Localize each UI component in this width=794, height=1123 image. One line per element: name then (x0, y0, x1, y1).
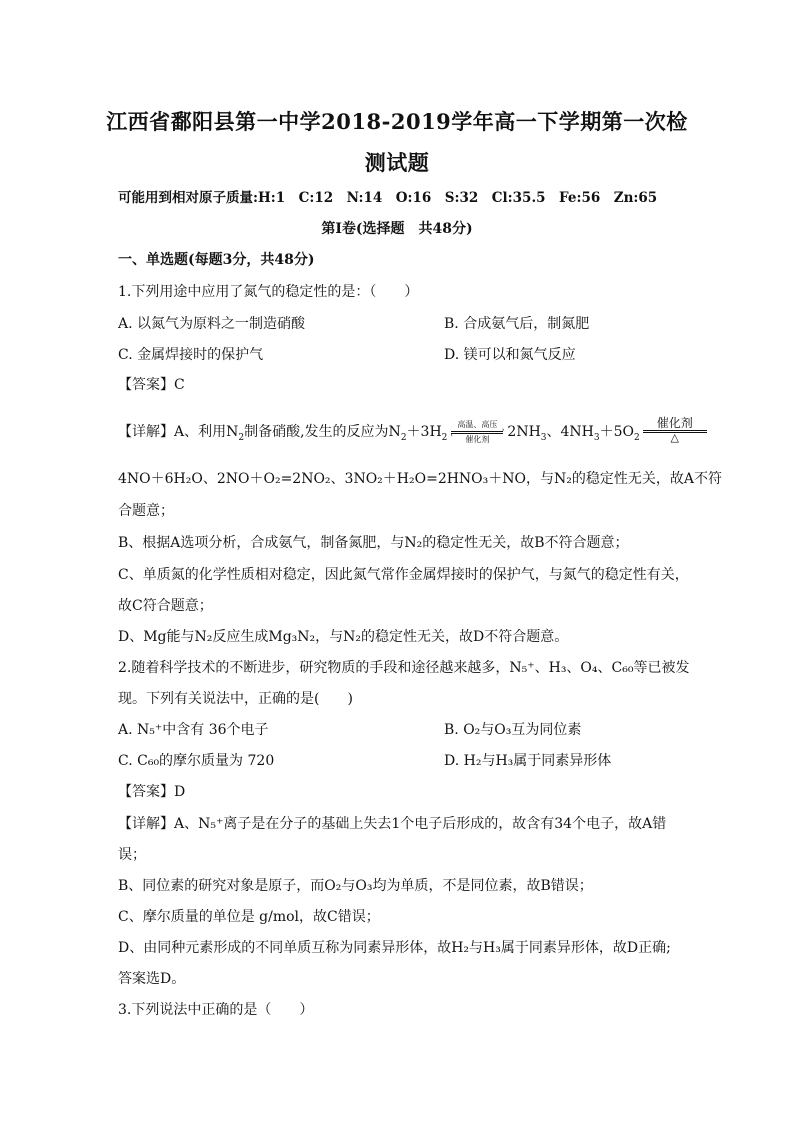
q2-option-d: D. H₂与H₃属于同素异形体 (444, 753, 612, 769)
q2-detail-d-line-2: 答案选D。 (118, 971, 186, 987)
q2-detail-c: C、摩尔质量的单位是 g/mol，故C错误； (118, 909, 380, 925)
q1-answer: 【答案】C (118, 377, 185, 393)
detail-label: 【详解】 (118, 424, 174, 440)
q2-stem-line-2: 现。下列有关说法中，正确的是( ) (118, 691, 353, 707)
q1-option-b: B. 合成氨气后，制氮肥 (444, 316, 590, 332)
q2-answer: 【答案】D (118, 784, 186, 800)
q2-detail-b: B、同位素的研究对象是原子，而O₂与O₃均为单质，不是同位素，故B错误； (118, 878, 593, 894)
q2-detail-a-line-1: 【详解】A、N₅⁺离子是在分子的基础上失去1个电子后形成的，故含有34个电子，故A错 (118, 816, 667, 832)
q2-detail-a-line-2: 误； (118, 847, 146, 863)
page-title-line-1: 江西省鄱阳县第一中学2018-2019学年高一下学期第一次检 (106, 109, 688, 134)
q1-detail-d: D、Mg能与N₂反应生成Mg₃N₂，与N₂的稳定性无关，故D不符合题意。 (118, 629, 569, 645)
q2-option-a: A. N₅⁺中含有 36个电子 (118, 722, 269, 738)
condition-equals-sign: 催化剂 △ (643, 418, 707, 446)
q1-option-a: A. 以氮气为原料之一制造硝酸 (118, 316, 306, 332)
q1-detail-a-line-3: 合题意； (118, 503, 174, 519)
atomic-mass-line: 可能用到相对原子质量:H:1 C:12 N:14 O:16 S:32 Cl:35.5 Fe:56 Zn:65 (118, 190, 658, 206)
q1-detail-c-line-1: C、单质氮的化学性质相对稳定，因此氮气常作金属焊接时的保护气，与氮气的稳定性有关， (118, 567, 689, 583)
q1-detail-b: B、根据A选项分析，合成氨气，制备氮肥，与N₂的稳定性无关，故B不符合题意； (118, 535, 629, 551)
q2-detail-d-line-1: D、由同种元素形成的不同单质互称为同素异形体，故H₂与H₃属于同素异形体，故D正确; (118, 940, 671, 956)
part-one-heading: 一、单选题(每题3分，共48分) (118, 252, 315, 268)
q2-option-c: C. C₆₀的摩尔质量为 720 (118, 753, 275, 769)
reversible-arrow: 高温、高压 › ‹ 催化剂 (450, 420, 505, 444)
page-title-line-2: 测试题 (364, 150, 430, 175)
q1-option-c: C. 金属焊接时的保护气 (118, 347, 264, 363)
q1-stem: 1.下列用途中应用了氮气的稳定性的是：（ ） (118, 284, 419, 300)
q1-option-d: D. 镁可以和氮气反应 (444, 347, 576, 363)
q1-detail-a-line-1: 【详解】A、利用$N_2$制备硝酸,发生的反应为$N_2+3H_2$ 高温、高压 › ‹ 催化剂 $2NH_3$、$4NH_3+5O_2$ 催化剂 △ (118, 418, 707, 446)
q1-detail-c-line-2: 故C符合题意； (118, 598, 213, 614)
section-title: 第I卷(选择题 共48分) (321, 221, 473, 237)
q3-stem: 3.下列说法中正确的是（ ） (118, 1002, 314, 1018)
q2-stem-line-1: 2.随着科学技术的不断进步，研究物质的手段和途径越来越多，N₅⁺、H₃、O₄、C₆₀等已被发 (118, 660, 690, 676)
q2-option-b: B. O₂与O₃互为同位素 (444, 722, 582, 738)
q1-detail-a-line-2: 4NO＋6H₂O、2NO＋O₂=2NO₂、3NO₂＋H₂O=2HNO₃＋NO，与N₂的稳定性无关，故A不符 (118, 471, 722, 487)
